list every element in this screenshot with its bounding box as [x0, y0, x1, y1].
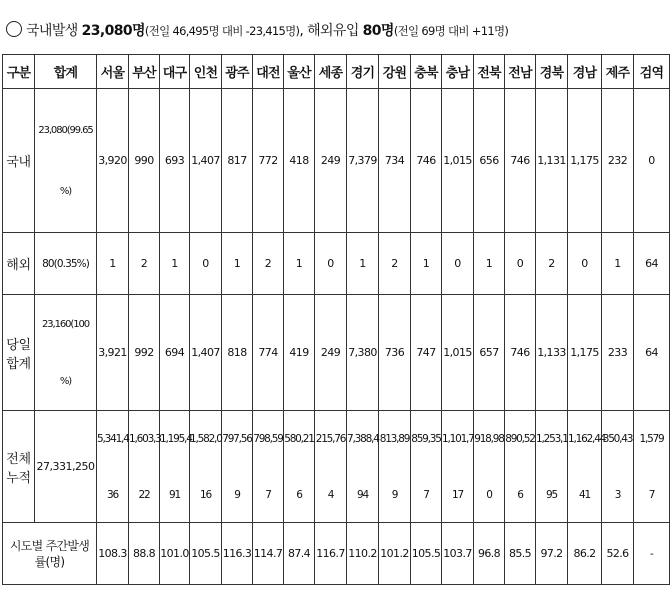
weekly-rate-value: 87.4 — [284, 523, 315, 585]
col-header-region: 강원 — [379, 55, 411, 89]
domestic-label: 국내발생 — [26, 23, 78, 39]
daily-total-value: 249 — [315, 295, 347, 411]
weekly-rate-value: 101.2 — [379, 523, 411, 585]
domestic-value: 3,920 — [97, 89, 129, 233]
cumulative-value-bottom: 7 — [648, 488, 655, 501]
daily-total-value: 7,380 — [347, 295, 379, 411]
overseas-value: 64 — [634, 233, 670, 295]
cumulative-total-cell: 27,331,250 — [35, 411, 97, 523]
overseas-value: 0 — [190, 233, 222, 295]
col-header-region: 충북 — [411, 55, 442, 89]
overseas-value: 0 — [505, 233, 536, 295]
cumulative-value — [190, 411, 222, 523]
daily-total-value: 746 — [505, 295, 536, 411]
col-header-region: 경남 — [568, 55, 602, 89]
overseas-value: 0 — [568, 233, 602, 295]
col-header-region: 충남 — [442, 55, 474, 89]
daily-total-value: 818 — [222, 295, 253, 411]
cumulative-value-top: 1,195,4 — [160, 432, 192, 445]
cumulative-value — [602, 411, 634, 523]
cumulative-value — [160, 411, 190, 523]
weekly-rate-value: 88.8 — [129, 523, 160, 585]
cumulative-value — [442, 411, 474, 523]
cumulative-value-top: 215,76 — [315, 432, 346, 445]
col-header-region: 대전 — [253, 55, 284, 89]
cumulative-value-bottom: 7 — [265, 488, 271, 501]
table-row-weekly-rate — [3, 523, 670, 585]
overseas-count: 80명 — [362, 23, 394, 39]
domestic-count: 23,080명 — [81, 23, 145, 39]
overseas-detail: (전일 69명 대비 +11명) — [393, 24, 509, 38]
daily-total-value: 64 — [634, 295, 670, 411]
overseas-value: 2 — [253, 233, 284, 295]
domestic-value: 0 — [634, 89, 670, 233]
daily-total-line2: %) — [59, 375, 72, 387]
weekly-rate-value: 105.5 — [411, 523, 442, 585]
weekly-rate-value: 114.7 — [253, 523, 284, 585]
cumulative-value-top: 1,253,1 — [536, 432, 568, 445]
weekly-rate-value: 101.0 — [160, 523, 190, 585]
col-header-region: 울산 — [284, 55, 315, 89]
daily-total-value: 992 — [129, 295, 160, 411]
domestic-total-line2: %) — [59, 185, 72, 197]
domestic-total-line1: 23,080(99.65 — [38, 124, 93, 136]
cumulative-value-bottom: 9 — [391, 488, 398, 501]
cumulative-value-top: 797,56 — [222, 432, 252, 445]
circle-bullet-icon — [6, 21, 22, 37]
cumulative-value-top: 5,341,4 — [97, 432, 129, 445]
cumulative-value — [253, 411, 284, 523]
cumulative-value-top: 580,21 — [284, 432, 314, 445]
weekly-rate-value: 105.5 — [190, 523, 222, 585]
cumulative-value — [97, 411, 129, 523]
domestic-value: 1,175 — [568, 89, 602, 233]
cumulative-value-bottom: 9 — [234, 488, 240, 501]
col-header-total: 합계 — [35, 55, 97, 89]
col-header-region: 경기 — [347, 55, 379, 89]
col-header-region: 인천 — [190, 55, 222, 89]
daily-total-value: 1,175 — [568, 295, 602, 411]
overseas-value: 1 — [160, 233, 190, 295]
cumulative-value-bottom: 7 — [423, 488, 429, 501]
cumulative-value — [568, 411, 606, 523]
daily-total-value: 747 — [411, 295, 442, 411]
weekly-rate-value: 96.8 — [474, 523, 505, 585]
col-header-region: 부산 — [129, 55, 160, 89]
cumulative-value-bottom: 94 — [357, 488, 368, 501]
weekly-rate-value: 85.5 — [505, 523, 536, 585]
cumulative-value — [634, 411, 670, 523]
overseas-value: 1 — [222, 233, 253, 295]
daily-total-value: 774 — [253, 295, 284, 411]
col-header-region: 광주 — [222, 55, 253, 89]
domestic-value: 656 — [474, 89, 505, 233]
weekly-rate-value: 116.3 — [222, 523, 253, 585]
cumulative-value-top: 1,162,44 — [568, 432, 606, 445]
col-header-category: 구분 — [3, 55, 35, 89]
cumulative-value-top: 7,388,4 — [347, 432, 379, 445]
daily-total-line1: 23,160(100 — [42, 318, 89, 330]
weekly-rate-value: 97.2 — [536, 523, 568, 585]
daily-total-value: 1,407 — [190, 295, 222, 411]
weekly-rate-value: - — [634, 523, 670, 585]
cumulative-value-bottom: 36 — [107, 488, 118, 501]
row-label-overseas: 해외 — [3, 233, 35, 295]
weekly-rate-value: 86.2 — [568, 523, 602, 585]
overseas-value: 2 — [379, 233, 411, 295]
table-row-daily-total — [3, 295, 670, 411]
table-row-cumulative — [3, 411, 670, 523]
daily-total-value: 694 — [160, 295, 190, 411]
overseas-label: 해외유입 — [307, 23, 359, 39]
daily-total-value: 736 — [379, 295, 411, 411]
domestic-value: 990 — [129, 89, 160, 233]
domestic-value: 7,379 — [347, 89, 379, 233]
cumulative-label-line2: 누적 — [6, 470, 31, 486]
domestic-value: 772 — [253, 89, 284, 233]
summary-header — [2, 20, 657, 42]
daily-total-value: 3,921 — [97, 295, 129, 411]
cumulative-value — [379, 411, 411, 523]
cumulative-value-bottom: 91 — [169, 488, 180, 501]
col-header-region: 세종 — [315, 55, 347, 89]
weekly-rate-value: 103.7 — [442, 523, 474, 585]
row-label-cumulative — [3, 411, 35, 523]
cumulative-value — [222, 411, 253, 523]
row-label-domestic: 국내 — [3, 89, 35, 233]
col-header-region: 경북 — [536, 55, 568, 89]
col-header-region: 서울 — [97, 55, 129, 89]
daily-total-cell — [35, 295, 97, 411]
cumulative-value-top: 350,43 — [602, 432, 633, 445]
col-header-region: 전북 — [474, 55, 505, 89]
cumulative-value-bottom: 6 — [296, 488, 302, 501]
row-label-daily-total — [3, 295, 35, 411]
col-header-region: 대구 — [160, 55, 190, 89]
domestic-value: 817 — [222, 89, 253, 233]
row-label-weekly-rate: 시도별 주간발생률(명) — [3, 523, 97, 585]
overseas-value: 1 — [474, 233, 505, 295]
cumulative-value — [347, 411, 379, 523]
daily-total-value: 233 — [602, 295, 634, 411]
overseas-value: 1 — [411, 233, 442, 295]
cumulative-value-bottom: 22 — [138, 488, 150, 501]
domestic-value: 232 — [602, 89, 634, 233]
cumulative-value — [129, 411, 160, 523]
domestic-value: 693 — [160, 89, 190, 233]
cumulative-value-bottom: 16 — [200, 488, 211, 501]
domestic-value: 746 — [411, 89, 442, 233]
domestic-value: 1,131 — [536, 89, 568, 233]
cumulative-value-top: 798,59 — [253, 432, 283, 445]
col-header-region: 검역 — [634, 55, 670, 89]
cumulative-value — [505, 411, 536, 523]
cumulative-value-top: 1,101,7 — [442, 432, 474, 445]
overseas-total-cell: 80(0.35%) — [35, 233, 97, 295]
cumulative-value — [284, 411, 315, 523]
cumulative-value-bottom: 3 — [614, 488, 621, 501]
daily-total-value: 419 — [284, 295, 315, 411]
cumulative-value-bottom: 6 — [517, 488, 523, 501]
overseas-value: 1 — [602, 233, 634, 295]
cumulative-value-top: 1,582,0 — [190, 432, 222, 445]
cumulative-value — [315, 411, 347, 523]
cumulative-value-bottom: 41 — [579, 488, 590, 501]
overseas-value: 1 — [97, 233, 129, 295]
cumulative-value-bottom: 4 — [327, 488, 334, 501]
weekly-rate-value: 110.2 — [347, 523, 379, 585]
daily-total-value: 1,133 — [536, 295, 568, 411]
domestic-value: 418 — [284, 89, 315, 233]
weekly-rate-value: 108.3 — [97, 523, 129, 585]
cumulative-value-bottom: 95 — [546, 488, 557, 501]
cumulative-value-top: 813,89 — [379, 432, 410, 445]
domestic-value: 746 — [505, 89, 536, 233]
regional-cases-table — [2, 54, 670, 585]
cumulative-value — [474, 411, 505, 523]
overseas-value: 2 — [536, 233, 568, 295]
domestic-value: 1,407 — [190, 89, 222, 233]
cumulative-value-bottom: 0 — [486, 488, 492, 501]
overseas-value: 1 — [284, 233, 315, 295]
table-row-overseas — [3, 233, 670, 295]
cumulative-value — [411, 411, 442, 523]
cumulative-value-top: 1,603,3 — [129, 432, 161, 445]
cumulative-value-top: 1,579 — [639, 432, 664, 445]
cumulative-value-top: 918,98 — [474, 432, 504, 445]
cumulative-value — [536, 411, 568, 523]
domestic-value: 734 — [379, 89, 411, 233]
cumulative-value-top: 859,35 — [411, 432, 441, 445]
overseas-value: 1 — [347, 233, 379, 295]
domestic-detail: (전일 46,495명 대비 -23,415명) — [144, 24, 300, 38]
cumulative-value-top: 890,52 — [505, 432, 535, 445]
weekly-rate-value: 52.6 — [602, 523, 634, 585]
weekly-rate-value: 116.7 — [315, 523, 347, 585]
overseas-value: 0 — [442, 233, 474, 295]
table-row-domestic — [3, 89, 670, 233]
overseas-value: 0 — [315, 233, 347, 295]
domestic-value: 249 — [315, 89, 347, 233]
overseas-value: 2 — [129, 233, 160, 295]
daily-total-label-line2: 합계 — [6, 356, 31, 372]
col-header-region: 전남 — [505, 55, 536, 89]
domestic-total-cell — [35, 89, 97, 233]
domestic-value: 1,015 — [442, 89, 474, 233]
daily-total-value: 657 — [474, 295, 505, 411]
daily-total-value: 1,015 — [442, 295, 474, 411]
cumulative-value-bottom: 17 — [452, 488, 463, 501]
daily-total-label-line1: 당일 — [6, 337, 31, 353]
table-header-row — [3, 55, 670, 89]
col-header-region: 제주 — [602, 55, 634, 89]
header-comma: , — [299, 23, 304, 39]
cumulative-label-line1: 전체 — [6, 451, 31, 467]
